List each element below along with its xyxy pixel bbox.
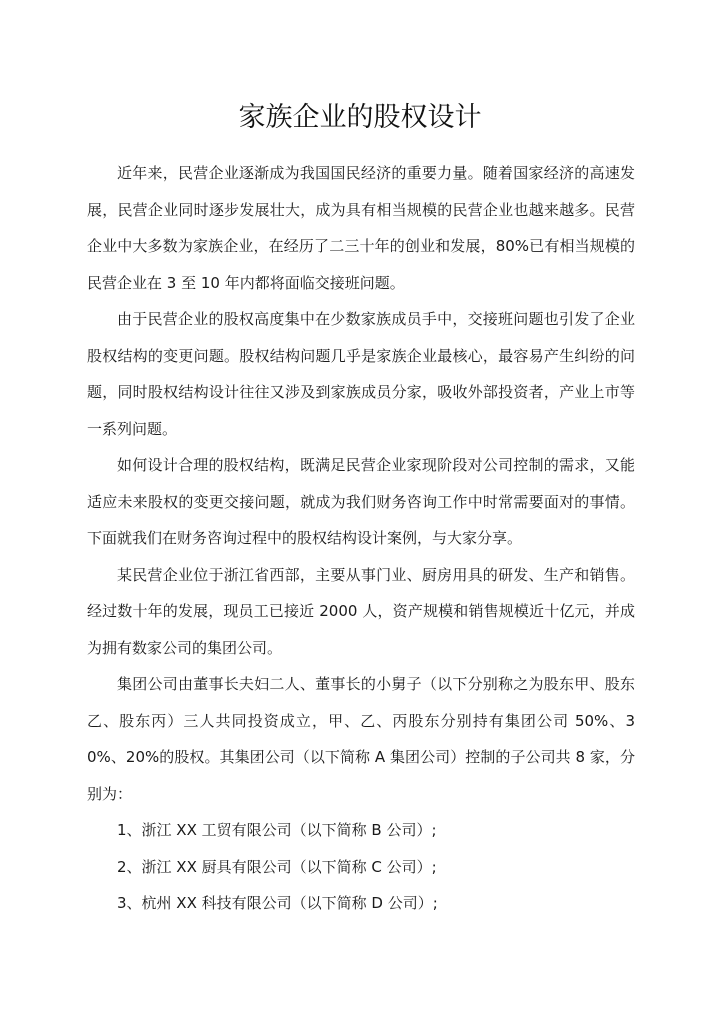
document-title: 家族企业的股权设计 xyxy=(238,102,482,133)
document-body xyxy=(87,155,635,922)
paragraph-intro: 近年来，民营企业逐渐成为我国国民经济的重要力量。随着国家经济的高速发展，民营企业同时逐步发展壮大，成为具有相当规模的民营企业也越来越多。民营企业中大多数为家族企业，在经历了二三十年的创业和发展，80%已有相当规模的民营企业在 3 至 10 年内都将面临交接班问题。 xyxy=(87,164,635,292)
list-item-company-b: 1、浙江 XX 工贸有限公司（以下简称 B 公司）; xyxy=(117,821,437,839)
paragraph-equity-structure: 由于民营企业的股权高度集中在少数家族成员手中，交接班问题也引发了企业股权结构的变更问题。股权结构问题几乎是家族企业最核心，最容易产生纠纷的问题，同时股权结构设计往往又涉及到家族成员分家，吸收外部投资者，产业上市等一系列问题。 xyxy=(87,310,635,438)
paragraph-company-background: 某民营企业位于浙江省西部，主要从事门业、厨房用具的研发、生产和销售。经过数十年的发展，现员工已接近 2000 人，资产规模和销售规模近十亿元，并成为拥有数家公司的集团公司。 xyxy=(87,565,635,657)
list-item-company-d: 3、杭州 XX 科技有限公司（以下简称 D 公司）; xyxy=(117,894,438,912)
paragraph-design-question: 如何设计合理的股权结构，既满足民营企业家现阶段对公司控制的需求，又能适应未来股权的变更交接问题，就成为我们财务咨询工作中时常需要面对的事情。下面就我们在财务咨询过程中的股权结构设计案例，与大家分享。 xyxy=(87,456,635,547)
paragraph-shareholders: 集团公司由董事长夫妇二人、董事长的小舅子（以下分别称之为股东甲、股东乙、股东丙）三人共同投资成立，甲、乙、丙股东分别持有集团公司 50%、30%、20%的股权。其集团公司（以下简称 A 集团公司）控制的子公司共 8 家，分别为： xyxy=(87,675,635,803)
list-item-company-c: 2、浙江 XX 厨具有限公司（以下简称 C 公司）; xyxy=(117,857,437,876)
